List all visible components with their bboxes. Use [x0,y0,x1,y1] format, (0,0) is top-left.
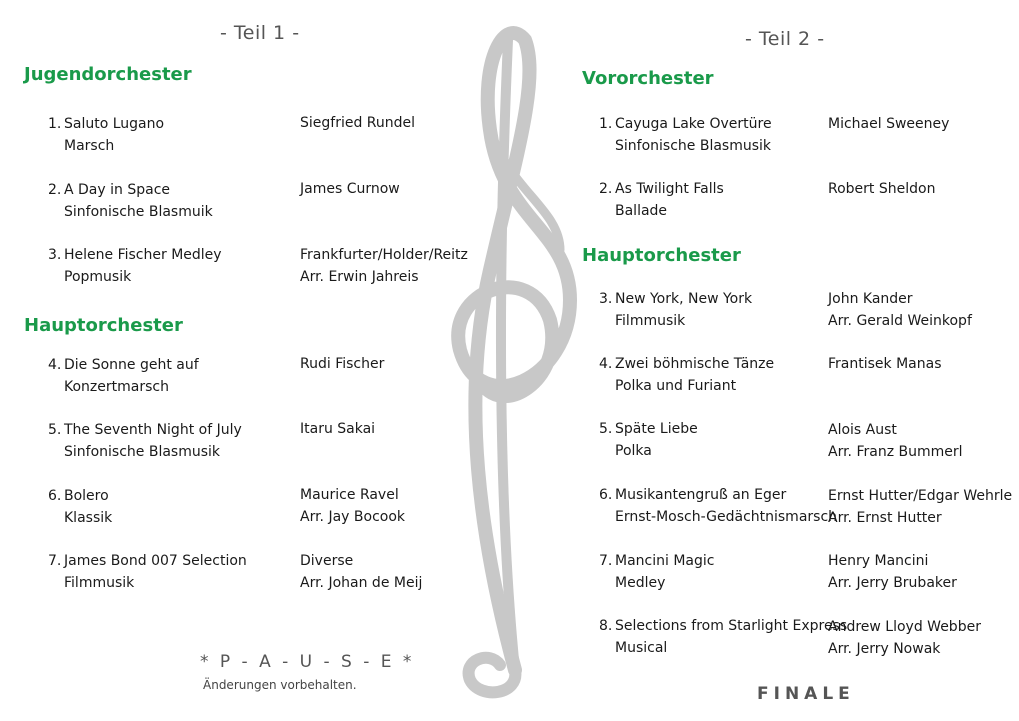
item-title: James Bond 007 Selection [64,553,247,569]
item-title: Saluto Lugano [64,116,165,132]
program-item [599,418,698,462]
arranger-name: Arr. Franz Bummerl [828,444,963,460]
item-genre: Ernst-Mosch-Gedächtnismarsch [615,509,838,525]
item-genre: Filmmusik [615,313,686,329]
item-number: 4. [599,356,613,372]
composer-name: Itaru Sakai [300,421,376,437]
program-item [48,419,242,463]
item-genre: Sinfonische Blasmuik [64,204,213,220]
item-genre: Popmusik [64,269,132,285]
program-item [599,353,774,397]
composer-name: Siegfried Rundel [300,115,416,131]
composer-name: Michael Sweeney [828,116,950,132]
item-composer [300,112,415,134]
item-composer [300,353,384,375]
composer-name: Robert Sheldon [828,181,936,197]
composer-name: Andrew Lloyd Webber [828,619,981,635]
item-number: 5. [48,422,62,438]
item-composer [300,418,375,440]
section-heading-vororchester: Vororchester [582,68,714,89]
composer-name: John Kander [828,291,913,307]
arranger-name: Arr. Johan de Meij [300,575,423,591]
item-title: Musikantengruß an Eger [615,487,787,503]
composer-name: Diverse [300,553,354,569]
composer-name: Alois Aust [828,422,897,438]
program-item [48,550,247,594]
item-title: Späte Liebe [615,421,698,437]
item-title: Mancini Magic [615,553,715,569]
item-genre: Marsch [64,138,115,154]
item-genre: Klassik [64,510,113,526]
item-number: 6. [48,488,62,504]
composer-name: Frankfurter/Holder/Reitz [300,247,468,263]
item-title: New York, New York [615,291,753,307]
part1-label: - Teil 1 - [220,22,300,44]
item-composer [828,113,949,135]
item-number: 1. [599,116,613,132]
item-number: 7. [48,553,62,569]
composer-name: Frantisek Manas [828,356,942,372]
part2-label: - Teil 2 - [745,28,825,50]
program-item [48,113,164,157]
arranger-name: Arr. Ernst Hutter [828,510,942,526]
treble-clef-icon [420,20,590,700]
item-number: 2. [599,181,613,197]
composer-name: Henry Mancini [828,553,929,569]
item-composer [300,484,405,528]
finale-label: FINALE [757,684,855,704]
item-composer [828,178,935,200]
item-genre: Konzertmarsch [64,379,169,395]
item-title: Cayuga Lake Overtüre [615,116,772,132]
program-item [48,354,199,398]
arranger-name: Arr. Gerald Weinkopf [828,313,972,329]
item-composer [828,616,981,660]
item-composer [300,244,468,288]
item-title: Zwei böhmische Tänze [615,356,775,372]
item-genre: Polka und Furiant [615,378,737,394]
item-title: The Seventh Night of July [64,422,242,438]
item-title: A Day in Space [64,182,170,198]
program-item [599,615,847,659]
item-number: 6. [599,487,613,503]
item-title: As Twilight Falls [615,181,724,197]
arranger-name: Arr. Erwin Jahreis [300,269,419,285]
program-item [48,179,213,223]
item-genre: Polka [615,443,652,459]
composer-name: Maurice Ravel [300,487,399,503]
disclaimer-text: Änderungen vorbehalten. [203,678,357,692]
item-genre: Sinfonische Blasmusik [615,138,772,154]
item-genre: Musical [615,640,668,656]
program-item [599,550,714,594]
item-composer [300,550,422,594]
item-title: Bolero [64,488,109,504]
program-item [599,113,772,157]
section-heading-jugendorchester: Jugendorchester [24,64,192,85]
item-number: 8. [599,618,613,634]
program-item [599,178,724,222]
composer-name: James Curnow [300,181,400,197]
arranger-name: Arr. Jerry Brubaker [828,575,957,591]
item-number: 2. [48,182,62,198]
program-item [48,244,222,288]
item-number: 5. [599,421,613,437]
program-item [599,288,752,332]
item-number: 7. [599,553,613,569]
item-genre: Ballade [615,203,668,219]
item-title: Helene Fischer Medley [64,247,222,263]
program-item [599,484,837,528]
item-composer [300,178,400,200]
item-title: Die Sonne geht auf [64,357,199,373]
item-composer [828,550,957,594]
item-composer [828,485,1012,529]
item-genre: Sinfonische Blasmusik [64,444,221,460]
item-number: 3. [48,247,62,263]
item-title: Selections from Starlight Express [615,618,848,634]
item-number: 3. [599,291,613,307]
item-genre: Filmmusik [64,575,135,591]
composer-name: Ernst Hutter/Edgar Wehrle [828,488,1013,504]
section-heading-hauptorchester: Hauptorchester [24,315,183,336]
item-composer [828,288,972,332]
program-item [48,485,112,529]
item-composer [828,419,963,463]
arranger-name: Arr. Jay Bocook [300,509,406,525]
composer-name: Rudi Fischer [300,356,385,372]
pause-note: * P - A - U - S - E * [200,652,415,672]
item-number: 1. [48,116,62,132]
item-number: 4. [48,357,62,373]
item-genre: Medley [615,575,666,591]
item-composer [828,353,942,375]
section-heading-hauptorchester-2: Hauptorchester [582,245,741,266]
arranger-name: Arr. Jerry Nowak [828,641,941,657]
